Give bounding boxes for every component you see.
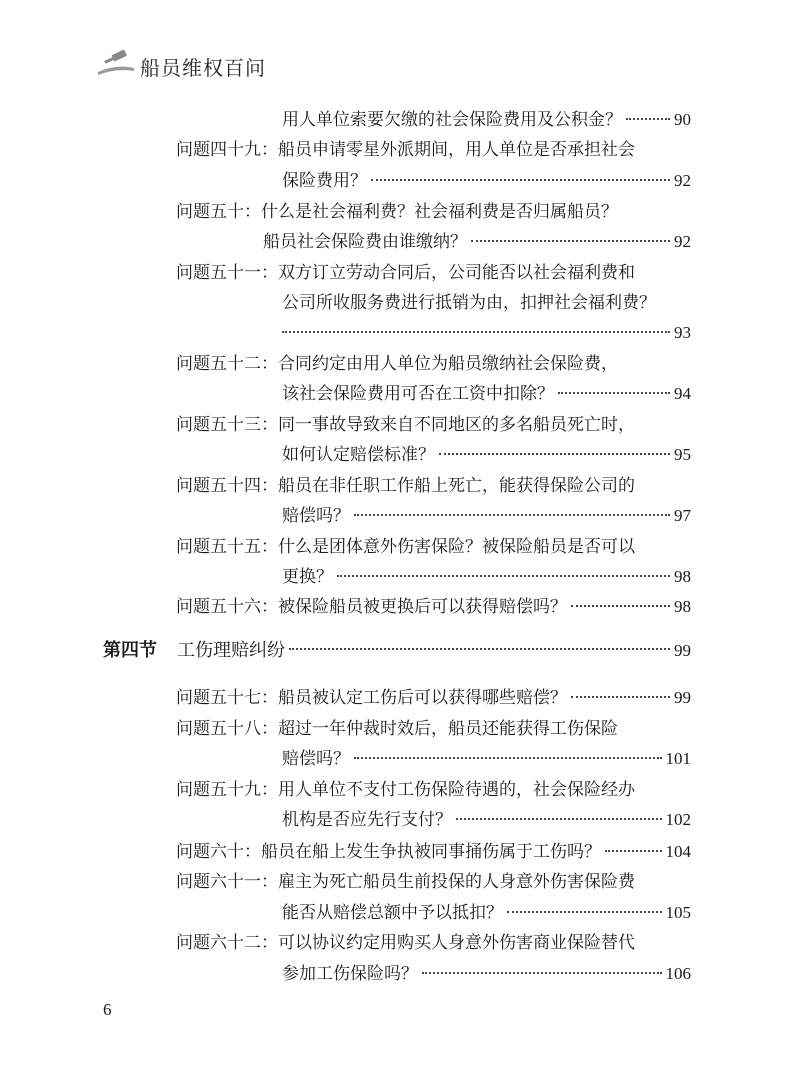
toc-line (176, 140, 635, 160)
toc-entry-text: 赔偿吗？ (282, 506, 350, 526)
toc-question-label: 问题五十三： (176, 415, 278, 435)
leader-dots (626, 118, 670, 120)
leader-dots (371, 179, 670, 181)
toc-entry-text: 该社会保险费用可否在工资中扣除？ (282, 384, 554, 404)
leader-dots (571, 696, 670, 698)
toc-line (282, 567, 691, 587)
toc-line (176, 476, 635, 496)
toc-line (282, 110, 691, 130)
toc-question-label: 问题五十七： (176, 688, 278, 708)
toc-page-number: 105 (665, 903, 691, 922)
leader-dots (289, 648, 670, 650)
leader-dots (456, 818, 662, 820)
toc-line (176, 872, 635, 892)
toc-page-number: 97 (674, 506, 691, 525)
toc-entry-text: 合同约定由用人单位为船员缴纳社会保险费， (278, 354, 618, 374)
toc-entry-text: 参加工伤保险吗？ (282, 964, 418, 984)
toc-question-label: 问题五十五： (176, 537, 278, 557)
toc-page-number: 93 (674, 323, 691, 342)
toc-entry-text: 如何认定赔偿标准？ (282, 445, 435, 465)
toc-question-label: 问题五十： (176, 202, 261, 222)
toc-question-label: 问题五十九： (176, 780, 278, 800)
toc-line (176, 842, 691, 862)
toc-entry-text: 船员申请零星外派期间，用人单位是否承担社会 (278, 140, 635, 160)
leader-dots (337, 575, 670, 577)
toc-line (176, 933, 635, 953)
page-number: 6 (103, 1000, 112, 1019)
toc-entry-text: 能否从赔偿总额中予以抵扣？ (282, 903, 503, 923)
toc-page-number: 101 (665, 749, 691, 768)
toc-line (282, 445, 691, 465)
leader-dots (571, 605, 670, 607)
leader-dots (471, 240, 670, 242)
toc-page-number: 92 (674, 232, 691, 251)
toc-entry-text: 双方订立劳动合同后，公司能否以社会福利费和 (278, 263, 635, 283)
toc-entry-text: 船员在非任职工作船上死亡，能获得保险公司的 (278, 476, 635, 496)
toc-entry-text: 更换？ (282, 567, 333, 587)
toc-question-label: 问题五十六： (176, 597, 278, 617)
toc-entry-text: 什么是社会福利费？社会福利费是否归属船员？ (261, 202, 618, 222)
section-page-number: 99 (674, 641, 691, 660)
toc-entry-text: 被保险船员被更换后可以获得赔偿吗？ (278, 597, 567, 617)
toc-entry-text: 赔偿吗？ (282, 749, 350, 769)
toc-page-number: 98 (674, 567, 691, 586)
toc-line (282, 964, 691, 984)
toc-page-number: 95 (674, 445, 691, 464)
toc-page-number: 99 (674, 688, 691, 707)
leader-dots (354, 514, 670, 516)
toc-page-number: 94 (674, 384, 691, 403)
section-title: 工伤理赔纠纷 (177, 640, 285, 661)
toc-entry-text: 什么是团体意外伤害保险？被保险船员是否可以 (278, 537, 635, 557)
toc-question-label: 问题五十四： (176, 476, 278, 496)
toc-entry-text: 雇主为死亡船员生前投保的人身意外伤害保险费 (278, 872, 635, 892)
toc-question-label: 问题五十一： (176, 263, 278, 283)
toc-line (282, 749, 691, 769)
toc-entry-text: 用人单位索要欠缴的社会保险费用及公积金？ (282, 110, 622, 130)
toc-line (176, 263, 635, 283)
toc-line (282, 171, 691, 191)
toc-line (176, 597, 691, 617)
toc-page-number: 102 (665, 810, 691, 829)
toc-page-number: 104 (665, 842, 691, 861)
toc-entry-text: 船员被认定工伤后可以获得哪些赔偿？ (278, 688, 567, 708)
toc-line (282, 506, 691, 526)
toc-question-label: 问题四十九： (176, 140, 278, 160)
toc-question-label: 问题五十八： (176, 719, 278, 739)
toc-line (176, 780, 635, 800)
toc-line (176, 719, 618, 739)
leader-dots (422, 972, 662, 974)
toc-page-number: 98 (674, 597, 691, 616)
toc-entry-text: 保险费用？ (282, 171, 367, 191)
leader-dots (439, 453, 670, 455)
toc-entry-text: 船员在船上发生争执被同事捅伤属于工伤吗？ (261, 842, 601, 862)
toc-entry-text: 船员社会保险费由谁缴纳？ (263, 232, 467, 252)
book-title: 船员维权百问 (140, 56, 266, 80)
toc-line (176, 537, 635, 557)
toc-line (282, 384, 691, 404)
leader-dots (282, 331, 670, 333)
toc-entry-text: 超过一年仲裁时效后，船员还能获得工伤保险 (278, 719, 618, 739)
toc-line (282, 323, 691, 343)
toc-line (176, 202, 618, 222)
toc-line (282, 810, 691, 830)
toc-question-label: 问题六十一： (176, 872, 278, 892)
leader-dots (605, 850, 662, 852)
toc-entry-text: 公司所收服务费进行抵销为由，扣押社会福利费？ (282, 293, 656, 313)
toc-entry-text: 用人单位不支付工伤保险待遇的，社会保险经办 (278, 780, 635, 800)
section-heading (103, 640, 691, 662)
toc-question-label: 问题六十二： (176, 933, 278, 953)
section-label: 第四节 (103, 640, 157, 661)
toc-page-number: 106 (665, 964, 691, 983)
toc-question-label: 问题六十： (176, 842, 261, 862)
toc-entry-text: 可以协议约定用购买人身意外伤害商业保险替代 (278, 933, 635, 953)
toc-line (176, 688, 691, 708)
toc-question-label: 问题五十二： (176, 354, 278, 374)
toc-line (282, 903, 691, 923)
toc-line (176, 415, 635, 435)
toc-page-number: 92 (674, 171, 691, 190)
toc-line (263, 232, 691, 252)
leader-dots (507, 911, 662, 913)
toc-entry-text: 机构是否应先行支付？ (282, 810, 452, 830)
toc-line (176, 354, 618, 374)
leader-dots (558, 392, 670, 394)
toc-entry-text: 同一事故导致来自不同地区的多名船员死亡时， (278, 415, 635, 435)
leader-dots (354, 757, 662, 759)
toc-page-number: 90 (674, 110, 691, 129)
toc-line (282, 293, 656, 313)
